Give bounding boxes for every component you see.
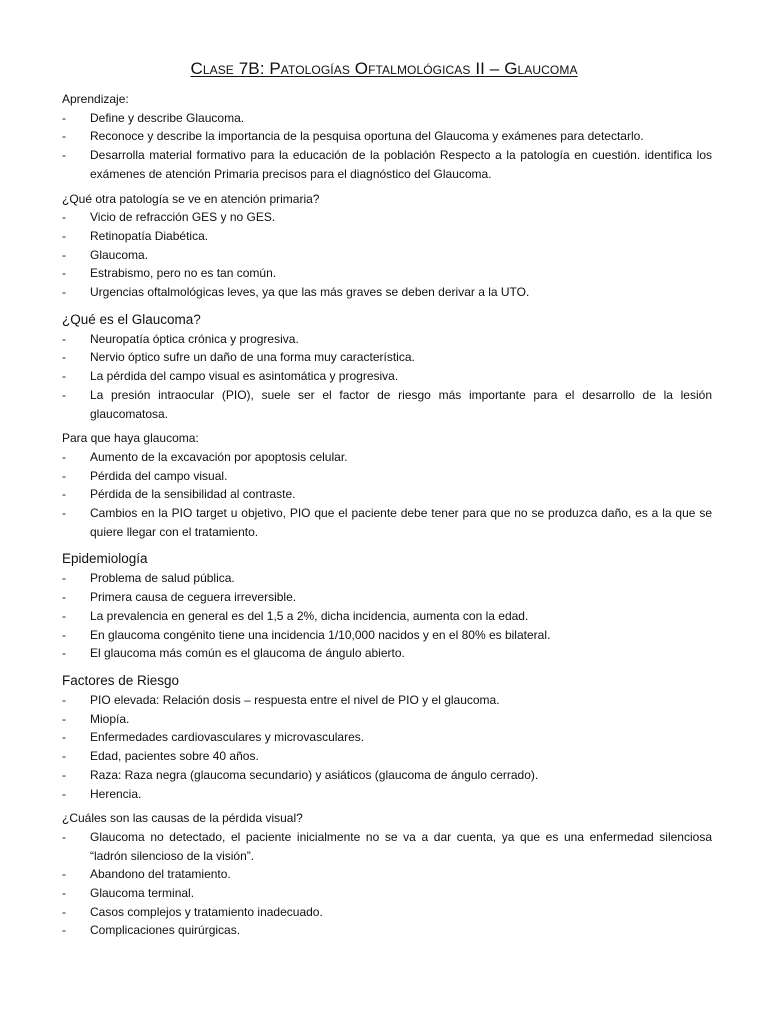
list-item bbox=[62, 386, 712, 423]
section-heading: ¿Qué otra patología se ve en atención primaria? bbox=[62, 191, 320, 206]
bullet-dash: - bbox=[62, 571, 66, 586]
bullet-dash: - bbox=[62, 331, 66, 346]
section-spacer bbox=[62, 541, 712, 549]
list-item-text: Herencia. bbox=[90, 786, 142, 801]
section bbox=[62, 549, 712, 663]
bullet-dash: - bbox=[62, 923, 66, 938]
list-item-text: Vicio de refracción GES y no GES. bbox=[90, 210, 276, 225]
document-title: Clase 7B: Patologías Oftalmológicas II – Glaucoma bbox=[190, 59, 578, 78]
bullet-list bbox=[62, 569, 712, 663]
list-item-text: Aumento de la excavación por apoptosis celular. bbox=[90, 449, 348, 464]
bullet-dash: - bbox=[62, 692, 66, 707]
bullet-dash: - bbox=[62, 387, 66, 402]
list-item-text: Retinopatía Diabética. bbox=[90, 228, 209, 243]
list-item-text: Pérdida del campo visual. bbox=[90, 468, 228, 483]
list-item bbox=[62, 903, 712, 922]
bullet-dash: - bbox=[62, 646, 66, 661]
bullet-dash: - bbox=[62, 627, 66, 642]
list-item bbox=[62, 208, 712, 227]
list-item-text: Edad, pacientes sobre 40 años. bbox=[90, 749, 259, 764]
list-item bbox=[62, 828, 712, 865]
list-item-text: Enfermedades cardiovasculares y microvasculares. bbox=[90, 730, 365, 745]
list-item bbox=[62, 146, 712, 183]
list-item-text: Pérdida de la sensibilidad al contraste. bbox=[90, 487, 296, 502]
list-item bbox=[62, 785, 712, 804]
bullet-dash: - bbox=[62, 829, 66, 844]
list-item-text: Cambios en la PIO target u objetivo, PIO que el paciente debe tener para que no se produzca daño, es a la que se quiere llegar con el tratamiento. bbox=[90, 506, 712, 539]
bullet-dash: - bbox=[62, 468, 66, 483]
list-item-text: Primera causa de ceguera irreversible. bbox=[90, 590, 297, 605]
list-item-text: Estrabismo, pero no es tan común. bbox=[90, 266, 277, 281]
list-item-text: La prevalencia en general es del 1,5 a 2%, dicha incidencia, aumenta con la edad. bbox=[90, 608, 529, 623]
section bbox=[62, 90, 712, 184]
list-item bbox=[62, 485, 712, 504]
list-item bbox=[62, 588, 712, 607]
section-spacer bbox=[62, 663, 712, 671]
bullet-dash: - bbox=[62, 730, 66, 745]
section-heading: Aprendizaje: bbox=[62, 92, 129, 106]
list-item-text: La pérdida del campo visual es asintomática y progresiva. bbox=[90, 369, 399, 384]
bullet-dash: - bbox=[62, 129, 66, 144]
list-item-text: Problema de salud pública. bbox=[90, 571, 235, 586]
list-item-text: Define y describe Glaucoma. bbox=[90, 110, 245, 125]
list-item bbox=[62, 728, 712, 747]
section-heading: Epidemiología bbox=[62, 551, 148, 567]
list-item bbox=[62, 330, 712, 349]
section bbox=[62, 310, 712, 424]
bullet-list bbox=[62, 691, 712, 803]
list-item bbox=[62, 747, 712, 766]
bullet-list bbox=[62, 448, 712, 542]
list-item-text: En glaucoma congénito tiene una incidencia 1/10,000 nacidos y en el 80% es bilateral. bbox=[90, 627, 551, 642]
bullet-dash: - bbox=[62, 786, 66, 801]
bullet-dash: - bbox=[62, 228, 66, 243]
list-item bbox=[62, 644, 712, 663]
list-item-text: Glaucoma terminal. bbox=[90, 886, 195, 901]
bullet-dash: - bbox=[62, 506, 66, 521]
list-item-text: Neuropatía óptica crónica y progresiva. bbox=[90, 331, 299, 346]
bullet-dash: - bbox=[62, 110, 66, 125]
list-item-text: La presión intraocular (PIO), suele ser el factor de riesgo más importante para el desarrollo de la lesión glaucomatosa. bbox=[90, 387, 712, 421]
bullet-dash: - bbox=[62, 886, 66, 901]
list-item bbox=[62, 367, 712, 386]
bullet-dash: - bbox=[62, 749, 66, 764]
list-item-text: Raza: Raza negra (glaucoma secundario) y asiáticos (glaucoma de ángulo cerrado). bbox=[90, 767, 539, 782]
bullet-dash: - bbox=[62, 867, 66, 882]
section bbox=[62, 190, 712, 302]
list-item-text: Glaucoma no detectado, el paciente inicialmente no se va a dar cuenta, ya que es una enfermedad silenciosa “ladrón silencioso de la visión”. bbox=[90, 829, 712, 863]
section-heading: ¿Qué es el Glaucoma? bbox=[62, 311, 201, 327]
bullet-dash: - bbox=[62, 247, 66, 262]
section bbox=[62, 429, 712, 541]
bullet-dash: - bbox=[62, 266, 66, 281]
bullet-dash: - bbox=[62, 767, 66, 782]
bullet-list bbox=[62, 208, 712, 302]
list-item bbox=[62, 109, 712, 128]
list-item-text: Desarrolla material formativo para la educación de la población Respecto a la patología en cuestión. identifica los exámenes de atención Primaria precisos para el diagnóstico del Glaucoma. bbox=[90, 148, 712, 181]
list-item bbox=[62, 467, 712, 486]
bullet-dash: - bbox=[62, 487, 66, 502]
list-item bbox=[62, 127, 712, 146]
list-item-text: Urgencias oftalmológicas leves, ya que las más graves se deben derivar a la UTO. bbox=[90, 285, 530, 300]
list-item bbox=[62, 766, 712, 785]
list-item bbox=[62, 569, 712, 588]
bullet-list bbox=[62, 109, 712, 184]
section-spacer bbox=[62, 302, 712, 310]
list-item bbox=[62, 246, 712, 265]
list-item bbox=[62, 921, 712, 940]
section bbox=[62, 809, 712, 940]
list-item bbox=[62, 283, 712, 302]
bullet-dash: - bbox=[62, 608, 66, 623]
list-item bbox=[62, 626, 712, 645]
bullet-list bbox=[62, 828, 712, 940]
document-body bbox=[62, 90, 712, 940]
list-item bbox=[62, 504, 712, 541]
bullet-list bbox=[62, 330, 712, 424]
list-item bbox=[62, 264, 712, 283]
section-heading: Para que haya glaucoma: bbox=[62, 431, 199, 446]
list-item bbox=[62, 448, 712, 467]
list-item bbox=[62, 348, 712, 367]
list-item bbox=[62, 710, 712, 729]
bullet-dash: - bbox=[62, 148, 66, 163]
list-item-text: Reconoce y describe la importancia de la pesquisa oportuna del Glaucoma y exámenes para detectarlo. bbox=[90, 129, 644, 144]
list-item-text: Casos complejos y tratamiento inadecuado. bbox=[90, 904, 323, 919]
section bbox=[62, 671, 712, 803]
list-item-text: Complicaciones quirúrgicas. bbox=[90, 923, 241, 938]
bullet-dash: - bbox=[62, 904, 66, 919]
list-item bbox=[62, 884, 712, 903]
list-item bbox=[62, 865, 712, 884]
bullet-dash: - bbox=[62, 711, 66, 726]
list-item-text: Miopía. bbox=[90, 711, 130, 726]
bullet-dash: - bbox=[62, 590, 66, 605]
bullet-dash: - bbox=[62, 285, 66, 300]
list-item bbox=[62, 227, 712, 246]
section-heading: ¿Cuáles son las causas de la pérdida visual? bbox=[62, 811, 303, 826]
list-item-text: Abandono del tratamiento. bbox=[90, 867, 231, 882]
list-item bbox=[62, 607, 712, 626]
section-heading: Factores de Riesgo bbox=[62, 672, 180, 688]
bullet-dash: - bbox=[62, 350, 66, 365]
list-item-text: Nervio óptico sufre un daño de una forma muy característica. bbox=[90, 350, 415, 365]
bullet-dash: - bbox=[62, 449, 66, 464]
bullet-dash: - bbox=[62, 369, 66, 384]
list-item-text: El glaucoma más común es el glaucoma de ángulo abierto. bbox=[90, 646, 405, 661]
list-item-text: PIO elevada: Relación dosis – respuesta entre el nivel de PIO y el glaucoma. bbox=[90, 692, 500, 707]
list-item-text: Glaucoma. bbox=[90, 247, 149, 262]
bullet-dash: - bbox=[62, 210, 66, 225]
list-item bbox=[62, 691, 712, 710]
